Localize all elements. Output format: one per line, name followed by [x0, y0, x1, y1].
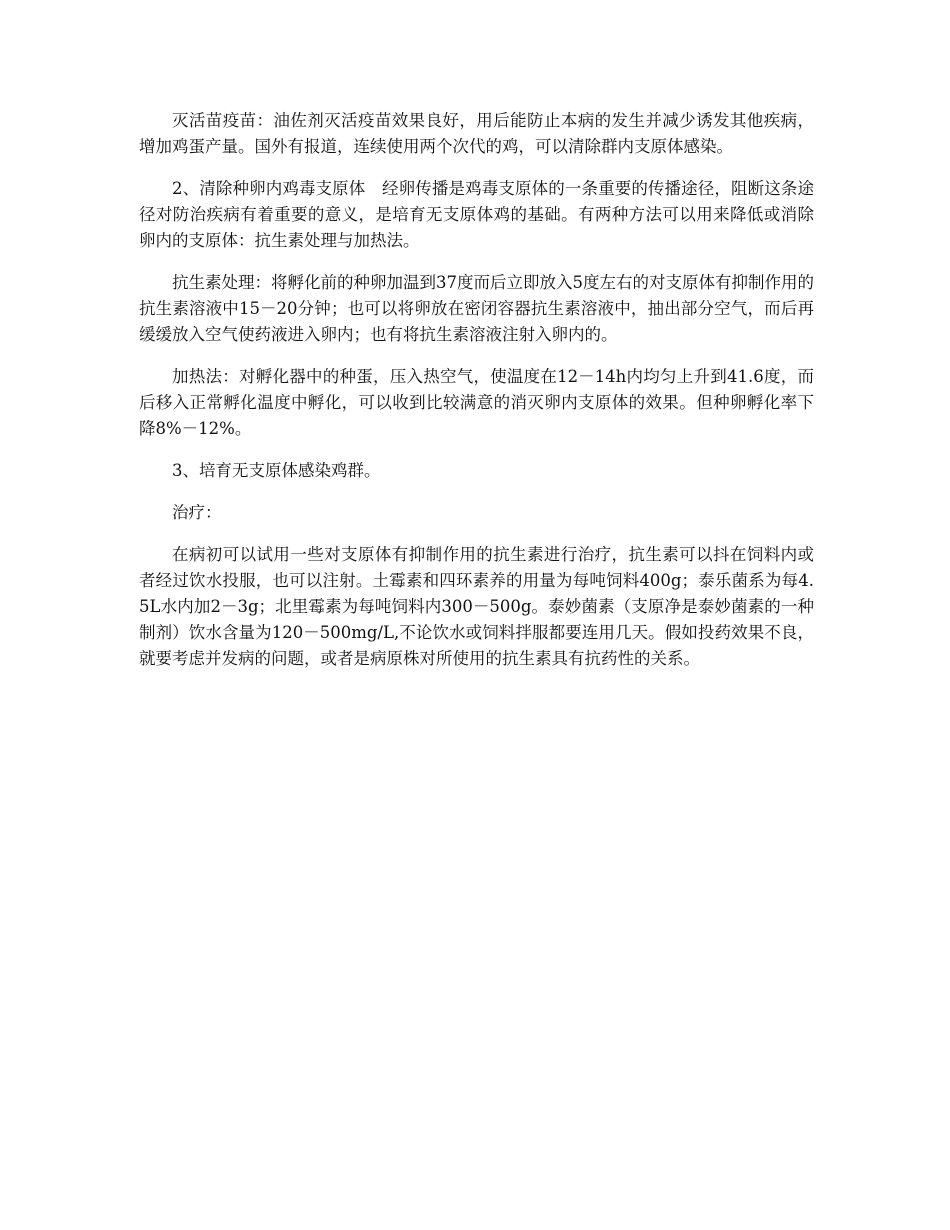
paragraph-treatment-heading: 治疗： — [172, 503, 222, 522]
paragraph-breed-free-flock: 3、培育无支原体感染鸡群。 — [172, 461, 381, 480]
paragraph-inactivated-vaccine: 灭活苗疫苗：油佐剂灭活疫苗效果良好，用后能防止本病的发生并减少诱发其他疾病，增加鸡蛋产量。国外有报道，连续使用两个次代的鸡，可以清除群内支原体感染。 — [139, 111, 814, 156]
paragraph-clear-egg-mycoplasma: 2、清除种卵内鸡毒支原体 经卵传播是鸡毒支原体的一条重要的传播途径，阻断这条途径对防治疾病有着重要的意义，是培育无支原体鸡的基础。有两种方法可以用来降低或消除卵内的支原体：抗生素处理与加热法。 — [139, 179, 814, 250]
paragraph-antibiotic-treatment: 抗生素处理：将孵化前的种卵加温到37度而后立即放入5度左右的对支原体有抑制作用的抗生素溶液中15－20分钟；也可以将卵放在密闭容器抗生素溶液中，抽出部分空气，而后再缓缓放入空气使药液进入卵内；也有将抗生素溶液注射入卵内的。 — [139, 273, 814, 344]
paragraph-heating-method: 加热法：对孵化器中的种蛋，压入热空气，使温度在12－14h内均匀上升到41.6度，而后移入正常孵化温度中孵化，可以收到比较满意的消灭卵内支原体的效果。但种卵孵化率下降8%－12%。 — [139, 367, 814, 438]
paragraph-treatment-details: 在病初可以试用一些对支原体有抑制作用的抗生素进行治疗，抗生素可以抖在饲料内或者经过饮水投服，也可以注射。土霉素和四环素养的用量为每吨饲料400g；泰乐菌系为每4.5L水内加2－3g；北里霉素为每吨饲料内300－500g。泰妙菌素（支原净是泰妙菌素的一种制剂）饮水含量为120－500mg/L,不论饮水或饲料拌服都要连用几天。假如投药效果不良，就要考虑并发病的问题，或者是病原株对所使用的抗生素具有抗药性的关系。 — [139, 545, 814, 668]
document-body — [139, 108, 814, 688]
